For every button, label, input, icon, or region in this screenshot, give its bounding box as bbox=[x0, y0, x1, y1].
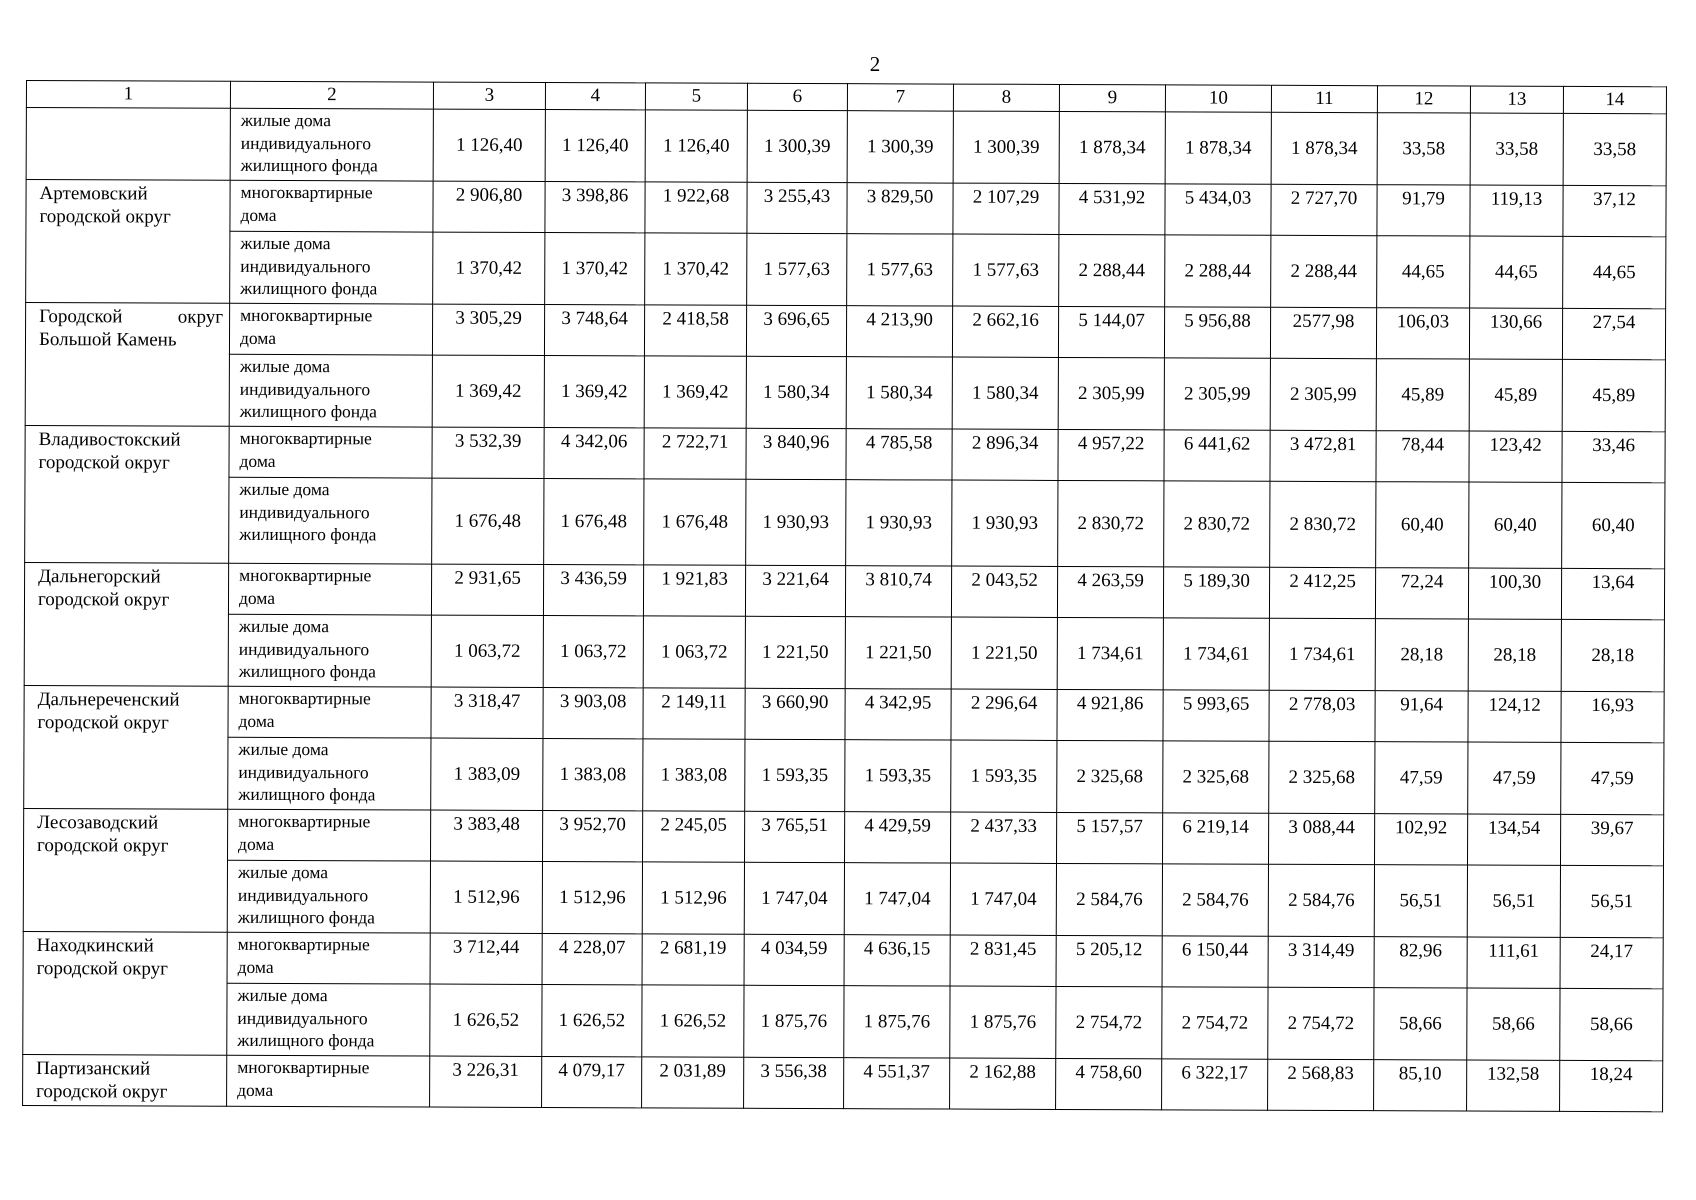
value-cell: 39,67 bbox=[1560, 814, 1663, 865]
value-cell: 2 288,44 bbox=[1271, 235, 1377, 307]
header-cell: 8 bbox=[953, 84, 1059, 111]
housing-type-line: дома bbox=[238, 833, 275, 854]
table-row bbox=[23, 931, 1663, 988]
value-cell: 1 577,63 bbox=[747, 233, 847, 305]
value-cell: 1 875,76 bbox=[744, 985, 844, 1057]
value-cell: 4 957,22 bbox=[1058, 429, 1164, 480]
housing-type-line: жилые дома bbox=[237, 984, 328, 1006]
value-cell: 1 626,52 bbox=[642, 985, 744, 1057]
housing-type-line: жилые дома bbox=[240, 232, 331, 254]
value-cell: 47,59 bbox=[1375, 742, 1468, 814]
value-cell: 72,24 bbox=[1375, 568, 1468, 619]
value-cell: 5 205,12 bbox=[1056, 935, 1162, 986]
value-cell: 1 063,72 bbox=[431, 615, 543, 687]
table-row bbox=[25, 425, 1665, 482]
value-cell: 28,18 bbox=[1561, 619, 1664, 691]
value-cell: 2 906,80 bbox=[433, 181, 545, 232]
table-row bbox=[23, 1054, 1663, 1111]
value-cell: 1 063,72 bbox=[543, 615, 643, 687]
value-cell: 4 213,90 bbox=[846, 306, 952, 357]
value-cell: 33,58 bbox=[1563, 113, 1666, 185]
value-cell: 1 221,50 bbox=[745, 616, 845, 688]
housing-type-line: жилищного фонда bbox=[237, 1029, 375, 1051]
value-cell: 134,54 bbox=[1467, 814, 1560, 865]
value-cell: 1 734,61 bbox=[1269, 618, 1375, 690]
table-row bbox=[24, 736, 1664, 814]
header-cell: 2 bbox=[230, 81, 433, 109]
housing-type-line: индивидуального bbox=[239, 378, 371, 399]
value-cell: 2577,98 bbox=[1270, 307, 1376, 358]
value-cell: 3 556,38 bbox=[744, 1057, 844, 1108]
value-cell: 85,10 bbox=[1374, 1060, 1467, 1111]
value-cell: 1 370,42 bbox=[433, 232, 545, 304]
housing-type-line: многоквартирные bbox=[237, 1056, 370, 1078]
value-cell: 1 930,93 bbox=[846, 480, 952, 566]
value-cell: 3 952,70 bbox=[543, 810, 643, 861]
district-cell: Дальнегорский городской округ bbox=[24, 562, 228, 686]
value-cell: 1 383,08 bbox=[543, 738, 643, 810]
value-cell: 37,12 bbox=[1563, 185, 1666, 236]
housing-type-line: жилищного фонда bbox=[240, 154, 378, 176]
value-cell: 1 921,83 bbox=[643, 565, 745, 616]
table-row bbox=[25, 303, 1665, 360]
housing-type-line: жилые дома bbox=[238, 615, 330, 637]
housing-type-line: многоквартирные bbox=[237, 933, 370, 955]
value-cell: 130,66 bbox=[1469, 308, 1562, 359]
value-cell: 3 314,49 bbox=[1268, 936, 1374, 987]
value-cell: 60,40 bbox=[1562, 482, 1665, 568]
value-cell: 91,64 bbox=[1375, 691, 1468, 742]
housing-type-cell bbox=[229, 303, 432, 355]
value-cell: 1 300,39 bbox=[847, 111, 953, 183]
value-cell: 2 325,68 bbox=[1057, 740, 1163, 812]
housing-type-cell bbox=[229, 477, 432, 564]
value-cell: 2 754,72 bbox=[1056, 986, 1162, 1058]
value-cell: 3 398,86 bbox=[545, 181, 645, 232]
value-cell: 1 734,61 bbox=[1057, 617, 1163, 689]
value-cell: 1 221,50 bbox=[845, 617, 951, 689]
housing-type-line: индивидуального bbox=[239, 501, 370, 522]
value-cell: 3 436,59 bbox=[543, 564, 643, 615]
header-cell: 6 bbox=[747, 83, 847, 110]
table-row bbox=[23, 859, 1663, 937]
value-cell: 56,51 bbox=[1374, 865, 1467, 937]
value-cell: 1 370,42 bbox=[645, 233, 747, 305]
value-cell: 1 063,72 bbox=[643, 616, 745, 688]
value-cell: 1 593,35 bbox=[745, 739, 845, 811]
value-cell: 6 219,14 bbox=[1162, 813, 1268, 864]
header-cell: 14 bbox=[1563, 86, 1666, 113]
value-cell: 4 758,60 bbox=[1056, 1058, 1162, 1109]
value-cell: 44,65 bbox=[1377, 236, 1470, 308]
value-cell: 3 088,44 bbox=[1268, 813, 1374, 864]
value-cell: 5 993,65 bbox=[1163, 690, 1269, 741]
value-cell: 1 221,50 bbox=[951, 617, 1057, 689]
district-cell: Лесозаводский городской округ bbox=[23, 808, 227, 932]
table-body bbox=[23, 81, 1667, 1112]
value-cell: 28,18 bbox=[1375, 619, 1468, 691]
value-cell: 4 228,07 bbox=[542, 933, 642, 984]
value-cell: 13,64 bbox=[1561, 568, 1664, 619]
value-cell: 24,17 bbox=[1560, 937, 1663, 988]
header-cell: 7 bbox=[847, 84, 953, 111]
value-cell: 2 149,11 bbox=[643, 688, 745, 739]
district-cell: Партизанский городской округ bbox=[23, 1054, 227, 1106]
value-cell: 1 875,76 bbox=[844, 986, 950, 1058]
value-cell: 4 034,59 bbox=[744, 934, 844, 985]
value-cell: 3 903,08 bbox=[543, 687, 643, 738]
value-cell: 1 512,96 bbox=[542, 861, 642, 933]
value-cell: 2 931,65 bbox=[431, 564, 543, 615]
housing-type-line: жилищного фонда bbox=[237, 906, 375, 928]
value-cell: 1 580,34 bbox=[746, 356, 846, 428]
value-cell: 1 370,42 bbox=[545, 232, 645, 304]
value-cell: 1 676,48 bbox=[432, 478, 544, 564]
housing-type-line: дома bbox=[237, 1079, 274, 1100]
value-cell: 33,46 bbox=[1562, 431, 1665, 482]
housing-type-line: индивидуального bbox=[240, 132, 372, 153]
value-cell: 3 318,47 bbox=[431, 687, 543, 738]
value-cell: 27,54 bbox=[1562, 308, 1665, 359]
housing-type-cell bbox=[227, 932, 430, 984]
value-cell: 3 255,43 bbox=[747, 182, 847, 233]
value-cell: 2 754,72 bbox=[1268, 987, 1374, 1059]
value-cell: 1 369,42 bbox=[644, 356, 746, 428]
housing-type-cell bbox=[227, 860, 430, 933]
value-cell: 3 829,50 bbox=[847, 183, 953, 234]
district-cell: Владивостокский городской округ bbox=[25, 425, 230, 563]
value-cell: 2 437,33 bbox=[951, 812, 1057, 863]
table-row bbox=[23, 982, 1663, 1060]
value-cell: 2 830,72 bbox=[1270, 481, 1376, 567]
housing-type-line: дома bbox=[238, 710, 275, 731]
value-cell: 124,12 bbox=[1468, 691, 1561, 742]
housing-type-cell bbox=[227, 1055, 430, 1107]
value-cell: 4 342,95 bbox=[845, 689, 951, 740]
housing-type-cell bbox=[227, 983, 430, 1056]
housing-type-cell bbox=[229, 426, 432, 478]
header-cell: 9 bbox=[1059, 84, 1165, 111]
value-cell: 3 696,65 bbox=[746, 305, 846, 356]
value-cell: 2 107,29 bbox=[953, 183, 1059, 234]
value-cell: 3 810,74 bbox=[845, 566, 951, 617]
value-cell: 33,58 bbox=[1470, 113, 1563, 185]
value-cell: 2 830,72 bbox=[1058, 480, 1164, 566]
value-cell: 1 734,61 bbox=[1163, 618, 1269, 690]
value-cell: 2 662,16 bbox=[952, 306, 1058, 357]
value-cell: 3 305,29 bbox=[432, 304, 544, 355]
value-cell: 1 577,63 bbox=[953, 234, 1059, 306]
table-row bbox=[26, 231, 1666, 309]
value-cell: 4 429,59 bbox=[845, 812, 951, 863]
district-cell: Артемовский городской округ bbox=[26, 180, 230, 304]
value-cell: 119,13 bbox=[1470, 185, 1563, 236]
value-cell: 4 636,15 bbox=[844, 935, 950, 986]
housing-type-cell bbox=[229, 354, 432, 427]
table-row bbox=[26, 180, 1666, 237]
value-cell: 111,61 bbox=[1467, 937, 1560, 988]
value-cell: 58,66 bbox=[1560, 988, 1663, 1060]
district-cell: Дальнереченский городской округ bbox=[24, 685, 228, 809]
value-cell: 5 189,30 bbox=[1163, 567, 1269, 618]
value-cell: 44,65 bbox=[1470, 236, 1563, 308]
value-cell: 2 296,64 bbox=[951, 689, 1057, 740]
value-cell: 1 512,96 bbox=[642, 862, 744, 934]
value-cell: 5 144,07 bbox=[1058, 306, 1164, 357]
housing-type-cell bbox=[230, 180, 433, 232]
district-cell bbox=[26, 108, 230, 181]
value-cell: 1 676,48 bbox=[544, 478, 644, 564]
value-cell: 6 441,62 bbox=[1164, 430, 1270, 481]
value-cell: 2 288,44 bbox=[1059, 234, 1165, 306]
value-cell: 1 593,35 bbox=[951, 740, 1057, 812]
value-cell: 56,51 bbox=[1560, 865, 1663, 937]
value-cell: 1 126,40 bbox=[645, 110, 747, 182]
value-cell: 4 079,17 bbox=[542, 1056, 642, 1107]
housing-type-line: жилищного фонда bbox=[239, 400, 377, 422]
value-cell: 1 626,52 bbox=[542, 984, 642, 1056]
value-cell: 1 126,40 bbox=[433, 109, 545, 181]
value-cell: 2 831,45 bbox=[950, 935, 1056, 986]
header-cell: 12 bbox=[1377, 86, 1470, 113]
value-cell: 1 930,93 bbox=[746, 479, 846, 565]
value-cell: 4 551,37 bbox=[844, 1058, 950, 1109]
value-cell: 1 369,42 bbox=[432, 355, 544, 427]
value-cell: 1 626,52 bbox=[430, 984, 542, 1056]
value-cell: 1 875,76 bbox=[950, 986, 1056, 1058]
value-cell: 3 748,64 bbox=[544, 304, 644, 355]
value-cell: 1 676,48 bbox=[644, 479, 746, 565]
value-cell: 1 747,04 bbox=[844, 863, 950, 935]
table-row bbox=[25, 476, 1665, 568]
value-cell: 6 322,17 bbox=[1162, 1059, 1268, 1110]
value-cell: 5 157,57 bbox=[1056, 812, 1162, 863]
value-cell: 2 305,99 bbox=[1270, 358, 1376, 430]
value-cell: 2 584,76 bbox=[1056, 863, 1162, 935]
housing-type-line: многоквартирные bbox=[240, 304, 373, 326]
value-cell: 100,30 bbox=[1468, 568, 1561, 619]
housing-type-cell bbox=[230, 108, 433, 181]
header-cell: 13 bbox=[1470, 86, 1563, 113]
value-cell: 4 785,58 bbox=[846, 429, 952, 480]
value-cell: 4 531,92 bbox=[1059, 183, 1165, 234]
value-cell: 2 412,25 bbox=[1269, 567, 1375, 618]
housing-type-cell bbox=[230, 231, 433, 304]
housing-type-line: индивидуального bbox=[237, 1007, 368, 1028]
value-cell: 2 830,72 bbox=[1164, 481, 1270, 567]
value-cell: 58,66 bbox=[1374, 988, 1467, 1060]
value-cell: 2 896,34 bbox=[952, 429, 1058, 480]
housing-type-line: жилые дома bbox=[239, 355, 331, 377]
housing-type-line: многоквартирные bbox=[238, 687, 371, 709]
housing-type-line: жилищного фонда bbox=[238, 783, 376, 805]
value-cell: 2 754,72 bbox=[1162, 987, 1268, 1059]
housing-type-cell bbox=[228, 809, 431, 861]
value-cell: 2 584,76 bbox=[1268, 864, 1374, 936]
value-cell: 2 418,58 bbox=[644, 305, 746, 356]
value-cell: 16,93 bbox=[1561, 691, 1664, 742]
value-cell: 2 288,44 bbox=[1165, 235, 1271, 307]
value-cell: 1 300,39 bbox=[747, 110, 847, 182]
housing-type-cell bbox=[228, 563, 431, 615]
value-cell: 2 325,68 bbox=[1163, 741, 1269, 813]
value-cell: 82,96 bbox=[1374, 937, 1467, 988]
value-cell: 45,89 bbox=[1376, 359, 1469, 431]
housing-type-line: жилищного фонда bbox=[240, 277, 378, 299]
housing-type-line: многоквартирные bbox=[239, 427, 372, 449]
value-cell: 2 305,99 bbox=[1164, 358, 1270, 430]
housing-type-line: индивидуального bbox=[238, 761, 369, 782]
tariff-table bbox=[22, 80, 1667, 1112]
value-cell: 1 593,35 bbox=[845, 740, 951, 812]
value-cell: 4 342,06 bbox=[544, 427, 644, 478]
housing-type-cell bbox=[228, 614, 431, 687]
table-row bbox=[26, 108, 1666, 186]
value-cell: 1 577,63 bbox=[847, 234, 953, 306]
value-cell: 1 300,39 bbox=[953, 111, 1059, 183]
value-cell: 1 383,09 bbox=[431, 738, 543, 810]
value-cell: 6 150,44 bbox=[1162, 936, 1268, 987]
housing-type-line: жилые дома bbox=[238, 738, 329, 760]
value-cell: 1 747,04 bbox=[950, 863, 1056, 935]
page-number: 2 bbox=[869, 52, 881, 76]
housing-type-line: дома bbox=[240, 204, 277, 225]
value-cell: 28,18 bbox=[1468, 619, 1561, 691]
housing-type-cell bbox=[228, 737, 431, 810]
housing-type-line: индивидуального bbox=[238, 638, 370, 659]
header-cell: 4 bbox=[545, 82, 645, 109]
value-cell: 5 434,03 bbox=[1165, 184, 1271, 235]
value-cell: 56,51 bbox=[1467, 865, 1560, 937]
header-cell: 1 bbox=[26, 81, 230, 109]
housing-type-line: многоквартирные bbox=[239, 564, 372, 586]
housing-type-line: жилые дома bbox=[237, 861, 329, 883]
housing-type-line: жилищного фонда bbox=[239, 523, 377, 545]
value-cell: 1 930,93 bbox=[952, 480, 1058, 566]
table-row bbox=[24, 808, 1664, 865]
housing-type-line: дома bbox=[239, 450, 276, 471]
value-cell: 3 840,96 bbox=[746, 428, 846, 479]
value-cell: 3 660,90 bbox=[745, 688, 845, 739]
value-cell: 102,92 bbox=[1374, 814, 1467, 865]
value-cell: 2 568,83 bbox=[1268, 1059, 1374, 1110]
housing-type-line: многоквартирные bbox=[240, 181, 373, 203]
value-cell: 1 878,34 bbox=[1165, 112, 1271, 184]
value-cell: 45,89 bbox=[1562, 359, 1665, 431]
value-cell: 1 126,40 bbox=[545, 109, 645, 181]
value-cell: 5 956,88 bbox=[1164, 307, 1270, 358]
value-cell: 45,89 bbox=[1469, 359, 1562, 431]
value-cell: 1 580,34 bbox=[846, 357, 952, 429]
value-cell: 1 878,34 bbox=[1059, 111, 1165, 183]
value-cell: 1 878,34 bbox=[1271, 112, 1377, 184]
value-cell: 3 712,44 bbox=[430, 933, 542, 984]
value-cell: 3 472,81 bbox=[1270, 430, 1376, 481]
value-cell: 3 383,48 bbox=[431, 810, 543, 861]
value-cell: 132,58 bbox=[1467, 1060, 1560, 1111]
housing-type-line: индивидуального bbox=[240, 255, 371, 276]
value-cell: 123,42 bbox=[1469, 431, 1562, 482]
housing-type-cell bbox=[228, 686, 431, 738]
housing-type-line: дома bbox=[237, 956, 274, 977]
value-cell: 33,58 bbox=[1377, 113, 1470, 185]
value-cell: 106,03 bbox=[1376, 308, 1469, 359]
housing-type-line: многоквартирные bbox=[238, 810, 371, 832]
housing-type-line: жилищного фонда bbox=[238, 660, 376, 682]
value-cell: 18,24 bbox=[1560, 1060, 1663, 1111]
header-cell: 5 bbox=[645, 83, 747, 110]
value-cell: 2 043,52 bbox=[951, 566, 1057, 617]
value-cell: 78,44 bbox=[1376, 431, 1469, 482]
housing-type-line: жилые дома bbox=[240, 109, 332, 131]
value-cell: 1 922,68 bbox=[645, 182, 747, 233]
value-cell: 2 245,05 bbox=[643, 811, 745, 862]
value-cell: 91,79 bbox=[1377, 185, 1470, 236]
table-row bbox=[24, 562, 1664, 619]
value-cell: 47,59 bbox=[1468, 742, 1561, 814]
value-cell: 3 532,39 bbox=[432, 427, 544, 478]
housing-type-line: жилые дома bbox=[239, 478, 330, 500]
value-cell: 47,59 bbox=[1561, 742, 1664, 814]
table-row bbox=[25, 353, 1665, 431]
value-cell: 58,66 bbox=[1467, 988, 1560, 1060]
housing-type-line: индивидуального bbox=[237, 884, 369, 905]
value-cell: 1 747,04 bbox=[744, 862, 844, 934]
value-cell: 44,65 bbox=[1563, 236, 1666, 308]
value-cell: 3 221,64 bbox=[745, 565, 845, 616]
value-cell: 2 305,99 bbox=[1058, 357, 1164, 429]
value-cell: 1 369,42 bbox=[544, 355, 644, 427]
value-cell: 3 226,31 bbox=[430, 1056, 542, 1107]
header-cell: 10 bbox=[1165, 85, 1271, 112]
value-cell: 60,40 bbox=[1469, 482, 1562, 568]
value-cell: 60,40 bbox=[1376, 482, 1469, 568]
value-cell: 1 512,96 bbox=[430, 861, 542, 933]
housing-type-line: дома bbox=[239, 327, 277, 348]
value-cell: 2 031,89 bbox=[642, 1057, 744, 1108]
housing-type-line: дома bbox=[238, 587, 276, 608]
value-cell: 2 722,71 bbox=[644, 428, 746, 479]
value-cell: 2 325,68 bbox=[1269, 741, 1375, 813]
table-row bbox=[24, 685, 1664, 742]
value-cell: 1 383,08 bbox=[643, 739, 745, 811]
header-cell: 3 bbox=[433, 82, 545, 109]
table-row bbox=[24, 613, 1664, 691]
district-cell: Городской округ Большой Камень bbox=[25, 303, 229, 427]
value-cell: 2 681,19 bbox=[642, 934, 744, 985]
value-cell: 2 778,03 bbox=[1269, 690, 1375, 741]
district-cell: Находкинский городской округ bbox=[23, 931, 227, 1055]
value-cell: 2 162,88 bbox=[950, 1058, 1056, 1109]
value-cell: 1 580,34 bbox=[952, 357, 1058, 429]
value-cell: 4 921,86 bbox=[1057, 689, 1163, 740]
header-cell: 11 bbox=[1271, 85, 1377, 112]
value-cell: 4 263,59 bbox=[1057, 566, 1163, 617]
value-cell: 3 765,51 bbox=[745, 811, 845, 862]
value-cell: 2 584,76 bbox=[1162, 864, 1268, 936]
value-cell: 2 727,70 bbox=[1271, 184, 1377, 235]
